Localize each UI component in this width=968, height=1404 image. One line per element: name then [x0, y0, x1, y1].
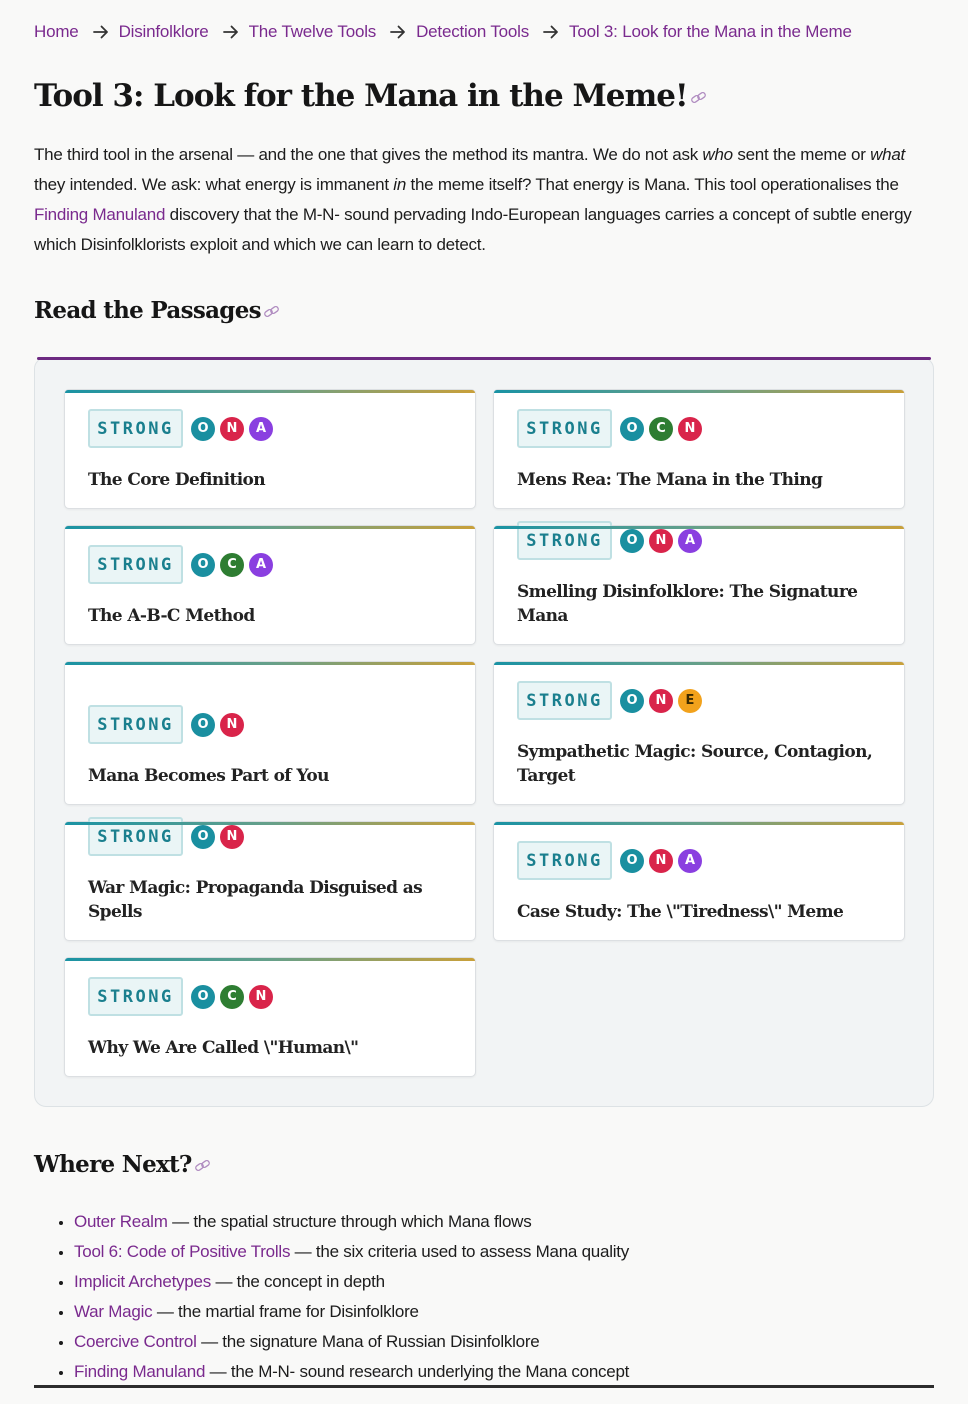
card-title[interactable]: The A-B-C Method	[88, 606, 255, 626]
link-anchor-icon[interactable]	[263, 305, 280, 319]
card-accent-bar	[65, 526, 475, 529]
where-next-heading-text: Where Next?	[34, 1151, 192, 1178]
card-title[interactable]: Case Study: The \"Tiredness\" Meme	[517, 902, 844, 922]
category-dot: N	[220, 713, 244, 737]
breadcrumb-twelve-tools[interactable]: The Twelve Tools	[248, 22, 377, 41]
card-title[interactable]: The Core Definition	[88, 470, 266, 490]
card-accent-bar	[65, 390, 475, 393]
card-meta	[88, 409, 452, 448]
panel-accent-line	[37, 357, 931, 360]
arrow-right-icon	[543, 25, 559, 39]
category-dot: N	[678, 417, 702, 441]
card-accent-bar	[494, 822, 904, 825]
intro-text: discovery that the M-N- sound pervading Indo-European languages carries a concept of subtle energy which Disinfolklorists exploit and which we can learn to detect.	[34, 205, 912, 254]
category-dot: E	[678, 689, 702, 713]
card-meta	[517, 841, 881, 880]
category-dots	[191, 985, 278, 1009]
breadcrumb-detection-tools[interactable]: Detection Tools	[416, 22, 530, 41]
strength-badge: STRONG	[88, 409, 183, 448]
intro-text: they intended. We ask: what energy is immanent	[34, 175, 394, 194]
category-dots	[191, 553, 278, 577]
arrow-right-icon	[223, 25, 239, 39]
passage-card-grid	[64, 389, 905, 1077]
passage-card[interactable]	[64, 389, 476, 509]
card-meta	[88, 705, 452, 744]
passage-card[interactable]	[64, 821, 476, 941]
passage-card[interactable]	[493, 661, 905, 805]
category-dot: N	[220, 825, 244, 849]
passages-heading-text: Read the Passages	[34, 297, 261, 324]
list-item	[74, 1267, 934, 1297]
category-dots	[620, 529, 707, 553]
where-next-link[interactable]: War Magic	[74, 1302, 153, 1321]
category-dot: A	[678, 529, 702, 553]
page-title-text: Tool 3: Look for the Mana in the Meme!	[34, 78, 688, 114]
category-dot: N	[649, 849, 673, 873]
intro-emphasis: in	[393, 175, 407, 194]
passage-card[interactable]	[64, 525, 476, 645]
category-dot: C	[220, 553, 244, 577]
category-dot: O	[191, 417, 215, 441]
strength-badge: STRONG	[88, 817, 183, 856]
strength-badge: STRONG	[517, 409, 612, 448]
category-dot: O	[191, 553, 215, 577]
category-dot: A	[249, 553, 273, 577]
arrow-right-icon	[390, 25, 406, 39]
where-next-description: — the signature Mana of Russian Disinfolklore	[196, 1332, 540, 1351]
list-item	[74, 1297, 934, 1327]
page-title	[34, 74, 934, 118]
breadcrumb-current[interactable]: Tool 3: Look for the Mana in the Meme	[569, 22, 852, 41]
card-title[interactable]: Mana Becomes Part of You	[88, 766, 329, 786]
category-dot: A	[249, 417, 273, 441]
passage-card[interactable]	[64, 661, 476, 805]
footer-divider	[34, 1385, 934, 1388]
category-dot: O	[620, 529, 644, 553]
category-dot: O	[620, 417, 644, 441]
category-dots	[620, 417, 707, 441]
where-next-description: — the spatial structure through which Mana flows	[167, 1212, 532, 1231]
arrow-right-icon	[93, 25, 109, 39]
passage-card[interactable]	[493, 821, 905, 941]
card-accent-bar	[494, 662, 904, 665]
where-next-link[interactable]: Tool 6: Code of Positive Trolls	[74, 1242, 291, 1261]
category-dot: O	[191, 713, 215, 737]
strength-badge: STRONG	[517, 681, 612, 720]
strength-badge: STRONG	[88, 705, 183, 744]
category-dots	[191, 825, 249, 849]
category-dot: N	[649, 529, 673, 553]
card-meta	[517, 409, 881, 448]
card-meta	[517, 681, 881, 720]
strength-badge: STRONG	[517, 521, 612, 560]
intro-text: the meme itself? That energy is Mana. This tool operationalises the	[406, 175, 899, 194]
category-dot: N	[220, 417, 244, 441]
where-next-description: — the concept in depth	[210, 1272, 385, 1291]
category-dot: N	[249, 985, 273, 1009]
list-item	[74, 1237, 934, 1267]
intro-emphasis: who	[702, 145, 733, 164]
category-dot: O	[191, 985, 215, 1009]
category-dots	[191, 713, 249, 737]
card-title[interactable]: Smelling Disinfolklore: The Signature Mana	[517, 582, 858, 626]
card-accent-bar	[494, 526, 904, 529]
breadcrumb-disinfolklore[interactable]: Disinfolklore	[118, 22, 209, 41]
card-title[interactable]: War Magic: Propaganda Disguised as Spells	[88, 878, 423, 922]
passage-card[interactable]	[493, 389, 905, 509]
where-next-description: — the six criteria used to assess Mana quality	[290, 1242, 629, 1261]
card-accent-bar	[65, 958, 475, 961]
where-next-list	[34, 1207, 934, 1387]
where-next-heading	[34, 1149, 934, 1181]
where-next-link[interactable]: Outer Realm	[74, 1212, 168, 1231]
category-dot: A	[678, 849, 702, 873]
category-dots	[620, 849, 707, 873]
intro-emphasis: what	[870, 145, 906, 164]
intro-text: sent the meme or	[732, 145, 871, 164]
passages-heading	[34, 295, 934, 327]
list-item	[74, 1357, 934, 1387]
where-next-link[interactable]: Implicit Archetypes	[74, 1272, 211, 1291]
link-anchor-icon[interactable]	[690, 91, 707, 105]
where-next-description: — the M-N- sound research underlying the Mana concept	[205, 1362, 630, 1381]
finding-manuland-link[interactable]: Finding Manuland	[34, 205, 166, 224]
card-meta	[88, 545, 452, 584]
link-anchor-icon[interactable]	[194, 1159, 211, 1173]
category-dot: O	[620, 689, 644, 713]
category-dot: N	[649, 689, 673, 713]
category-dot: C	[220, 985, 244, 1009]
category-dot: O	[620, 849, 644, 873]
passages-panel	[34, 357, 934, 1107]
card-accent-bar	[494, 390, 904, 393]
card-title[interactable]: Why We Are Called \"Human\"	[88, 1038, 359, 1058]
list-item	[74, 1207, 934, 1237]
intro-text: The third tool in the arsenal — and the one that gives the method its mantra. We do not ask	[34, 145, 703, 164]
category-dots	[620, 689, 707, 713]
card-title[interactable]: Sympathetic Magic: Source, Contagion, Target	[517, 742, 873, 786]
intro-paragraph	[34, 140, 914, 260]
category-dots	[191, 417, 278, 441]
card-accent-bar	[65, 662, 475, 665]
card-accent-bar	[65, 822, 475, 825]
where-next-link[interactable]: Finding Manuland	[74, 1362, 206, 1381]
category-dot: C	[649, 417, 673, 441]
strength-badge: STRONG	[517, 841, 612, 880]
breadcrumb-home[interactable]: Home	[34, 22, 79, 41]
category-dot: O	[191, 825, 215, 849]
where-next-link[interactable]: Coercive Control	[74, 1332, 197, 1351]
breadcrumb	[34, 18, 934, 46]
passage-card[interactable]	[493, 525, 905, 645]
strength-badge: STRONG	[88, 977, 183, 1016]
card-meta	[88, 977, 452, 1016]
where-next-description: — the martial frame for Disinfolklore	[152, 1302, 419, 1321]
strength-badge: STRONG	[88, 545, 183, 584]
passage-card[interactable]	[64, 957, 476, 1077]
list-item	[74, 1327, 934, 1357]
card-title[interactable]: Mens Rea: The Mana in the Thing	[517, 470, 823, 490]
